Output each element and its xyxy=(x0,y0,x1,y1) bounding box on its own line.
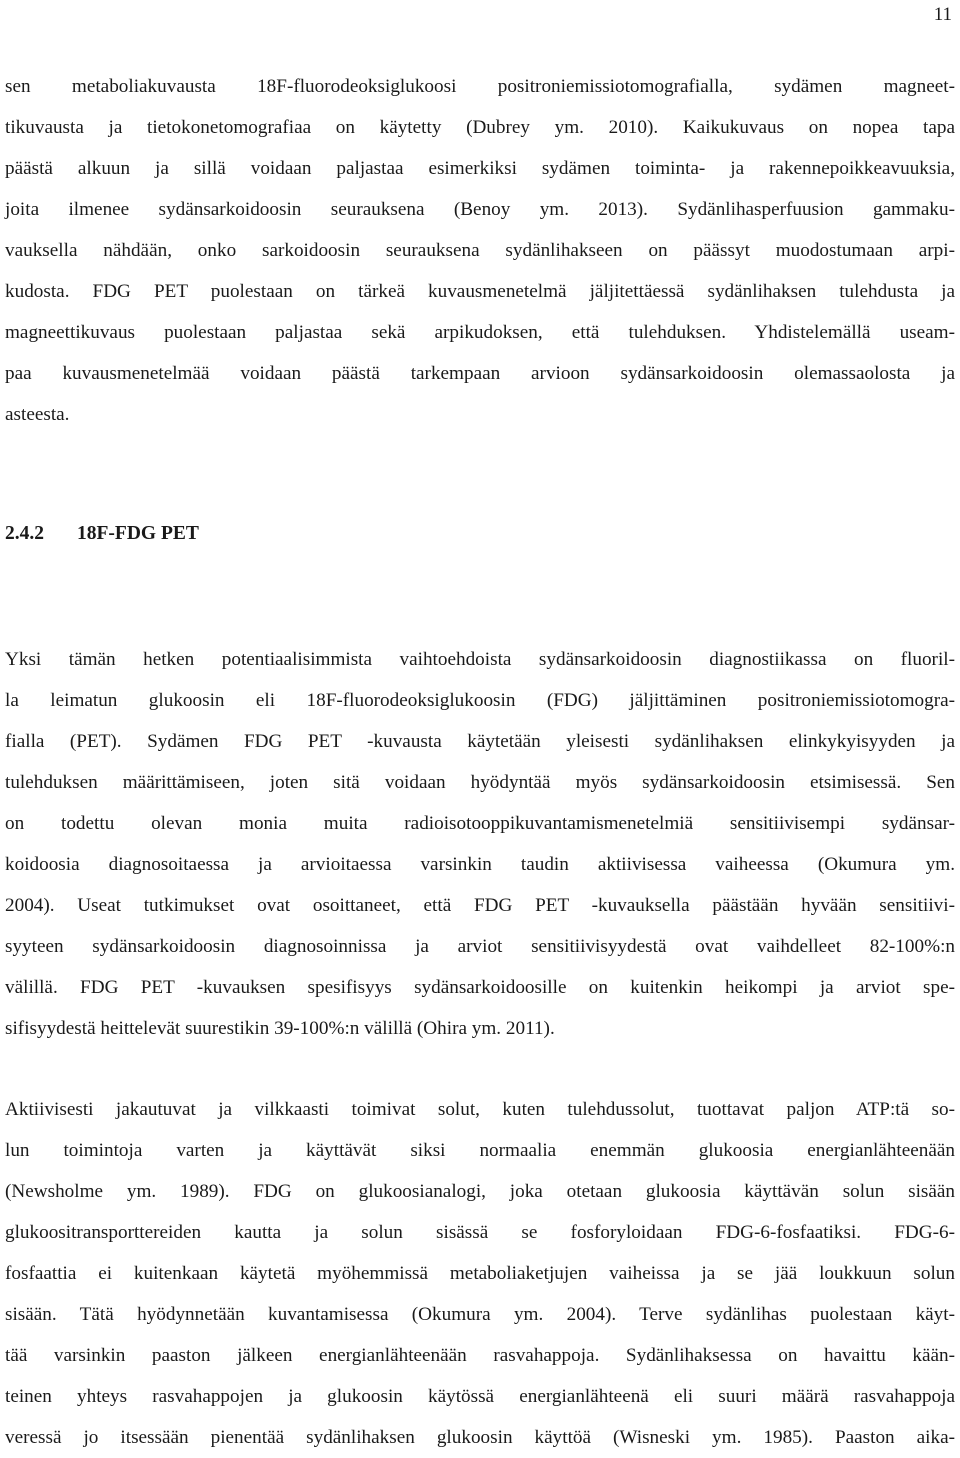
text-line: asteesta. xyxy=(5,404,70,425)
text-line: Aktiivisesti jakautuvat ja vilkkaasti toimivat solut, kuten tulehdussolut, tuottavat paljon ATP:tä so- xyxy=(5,1099,955,1120)
paragraph-3 xyxy=(5,1089,955,1458)
text-line: magneettikuvaus puolestaan paljastaa sekä arpikudoksen, että tulehduksen. Yhdistelemällä useam- xyxy=(5,322,955,343)
text-line: tulehduksen määrittämiseen, joten sitä voidaan hyödyntää myös sydänsarkoidoosin etsimisessä. Sen xyxy=(5,772,955,793)
section-number: 2.4.2 xyxy=(5,523,44,544)
section-heading xyxy=(5,516,199,552)
text-line: tää varsinkin paaston jälkeen energianlähteenään rasvahappoja. Sydänlihaksessa on havaittu kään- xyxy=(5,1345,955,1366)
text-line: teinen yhteys rasvahappojen ja glukoosin käytössä energianlähteenä eli suuri määrä rasvahappoja xyxy=(5,1386,955,1407)
text-line: fosfaattia ei kuitenkaan käytetä myöhemmissä metaboliaketjujen vaiheissa ja se jää loukkuun solun xyxy=(5,1263,955,1284)
text-line: Yksi tämän hetken potentiaalisimmista vaihtoehdoista sydänsarkoidoosin diagnostiikassa on fluoril- xyxy=(5,649,955,670)
text-line: 2004). Useat tutkimukset ovat osoittaneet, että FDG PET -kuvauksella päästään hyvään sensitiivi- xyxy=(5,895,955,916)
text-line: päästä alkuun ja sillä voidaan paljastaa esimerkiksi sydämen toiminta- ja rakennepoikkeavuuksia, xyxy=(5,158,955,179)
text-line: glukoositransporttereiden kautta ja solun sisässä se fosforyloidaan FDG-6-fosfaatiksi. FDG-6- xyxy=(5,1222,955,1243)
text-line: välillä. FDG PET -kuvauksen spesifisyys sydänsarkoidoosille on kuitenkin heikompi ja arviot spe- xyxy=(5,977,955,998)
text-line: joita ilmenee sydänsarkoidoosin seurauksena (Benoy ym. 2013). Sydänlihasperfuusion gammaku- xyxy=(5,199,955,220)
text-line: tikuvausta ja tietokonetomografiaa on käytetty (Dubrey ym. 2010). Kaikukuvaus on nopea tapa xyxy=(5,117,955,138)
text-line: paa kuvausmenetelmää voidaan päästä tarkempaan arvioon sydänsarkoidoosin olemassaolosta ja xyxy=(5,363,955,384)
text-line: lun toimintoja varten ja käyttävät siksi normaalia enemmän glukoosia energianlähteenään xyxy=(5,1140,955,1161)
text-line: koidoosia diagnosoitaessa ja arvioitaessa varsinkin taudin aktiivisessa vaiheessa (Okumura ym. xyxy=(5,854,955,875)
text-line: on todettu olevan monia muita radioisotooppikuvantamismenetelmiä sensitiivisempi sydänsar- xyxy=(5,813,955,834)
text-line: kudosta. FDG PET puolestaan on tärkeä kuvausmenetelmä jäljitettäessä sydänlihaksen tulehdusta ja xyxy=(5,281,955,302)
text-line: sen metaboliakuvausta 18F-fluorodeoksiglukoosi positroniemissiotomografialla, sydämen magneet- xyxy=(5,76,955,97)
text-line: veressä jo itsessään pienentää sydänlihaksen glukoosin käyttöä (Wisneski ym. 1985). Paaston aika- xyxy=(5,1427,955,1448)
text-line: syyteen sydänsarkoidoosin diagnosoinnissa ja arviot sensitiivisyydestä ovat vaihdelleet 82-100%:n xyxy=(5,936,955,957)
paragraph-1 xyxy=(5,66,955,435)
text-line: fialla (PET). Sydämen FDG PET -kuvausta käytetään yleisesti sydänlihaksen elinkykyisyyden ja xyxy=(5,731,955,752)
text-line: vauksella nähdään, onko sarkoidoosin seurauksena sydänlihakseen on päässyt muodostumaan arpi- xyxy=(5,240,955,261)
text-line: sisään. Tätä hyödynnetään kuvantamisessa (Okumura ym. 2004). Terve sydänlihas puolestaan käyt- xyxy=(5,1304,955,1325)
text-line: (Newsholme ym. 1989). FDG on glukoosianalogi, joka otetaan glukoosia käyttävän solun sisään xyxy=(5,1181,955,1202)
text-line: sifisyydestä heittelevät suurestikin 39-100%:n välillä (Ohira ym. 2011). xyxy=(5,1018,555,1039)
page-number: 11 xyxy=(933,4,952,25)
text-line: la leimatun glukoosin eli 18F-fluorodeoksiglukoosin (FDG) jäljittäminen positroniemissiotomogra- xyxy=(5,690,955,711)
paragraph-2 xyxy=(5,639,955,1049)
section-title: 18F-FDG PET xyxy=(77,523,199,544)
